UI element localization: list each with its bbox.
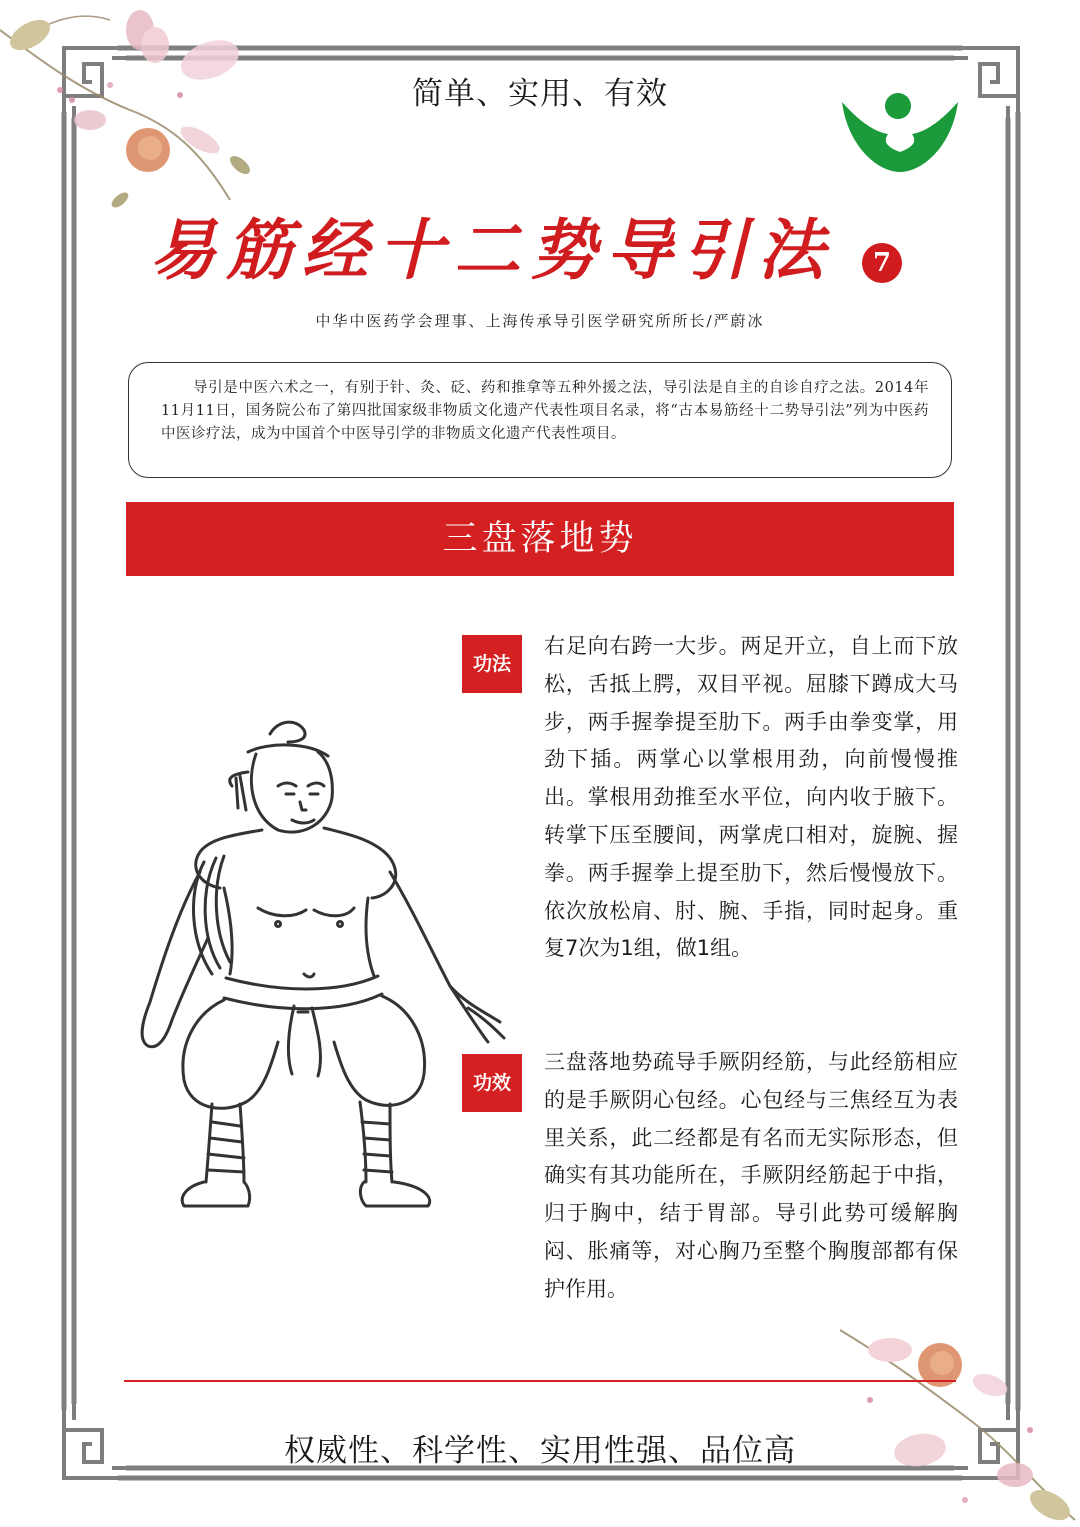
method-tag: 功法	[462, 635, 522, 693]
section-title: 三盘落地势	[126, 502, 954, 576]
intro-text: 导引是中医六术之一，有别于针、灸、砭、药和推拿等五种外援之法，导引法是自主的自诊自疗之法。2014年11月11日，国务院公布了第四批国家级非物质文化遗产代表性项目名录，将“古本易筋经十二势导引法”列为中医药中医诊疗法，成为中国首个中医导引学的非物质文化遗产代表性项目。	[161, 380, 929, 442]
main-title: 易筋经十二势导引法	[150, 211, 834, 289]
top-tagline: 简单、实用、有效	[412, 76, 668, 112]
method-text: 右足向右跨一大步。两足开立，自上而下放松，舌抵上腭，双目平视。屈膝下蹲成大马步，两手握拳提至肋下。两手由拳变掌，用劲下插。两掌心以掌根用劲，向前慢慢推出。掌根用劲推至水平位，向内收于腋下。转掌下压至腰间，两掌虎口相对，旋腕、握拳。两手握拳上提至肋下，然后慢慢放下。依次放松肩、肘、腕、手指，同时起身。重复7次为1组，做1组。	[544, 634, 958, 961]
effect-tag: 功效	[462, 1054, 522, 1112]
intro-box	[128, 362, 952, 478]
bottom-tagline: 权威性、科学性、实用性强、品位高	[284, 1433, 796, 1469]
issue-number-badge: 7	[862, 243, 902, 283]
divider	[124, 1380, 956, 1382]
logo-icon	[838, 92, 962, 176]
author-line: 中华中医药学会理事、上海传承导引医学研究所所长/严蔚冰	[315, 312, 765, 330]
floral-decoration-top-left	[0, 0, 300, 240]
figure-illustration	[128, 712, 518, 1222]
effect-text: 三盘落地势疏导手厥阴经筋，与此经筋相应的是手厥阴心包经。心包经与三焦经互为表里关系，此二经都是有名而无实际形态，但确实有其功能所在，手厥阴经筋起于中指，归于胸中，结于胃部。导引此势可缓解胸闷、胀痛等，对心胸乃至整个胸腹部都有保护作用。	[544, 1050, 958, 1301]
floral-decoration-bottom-right	[800, 1290, 1080, 1527]
